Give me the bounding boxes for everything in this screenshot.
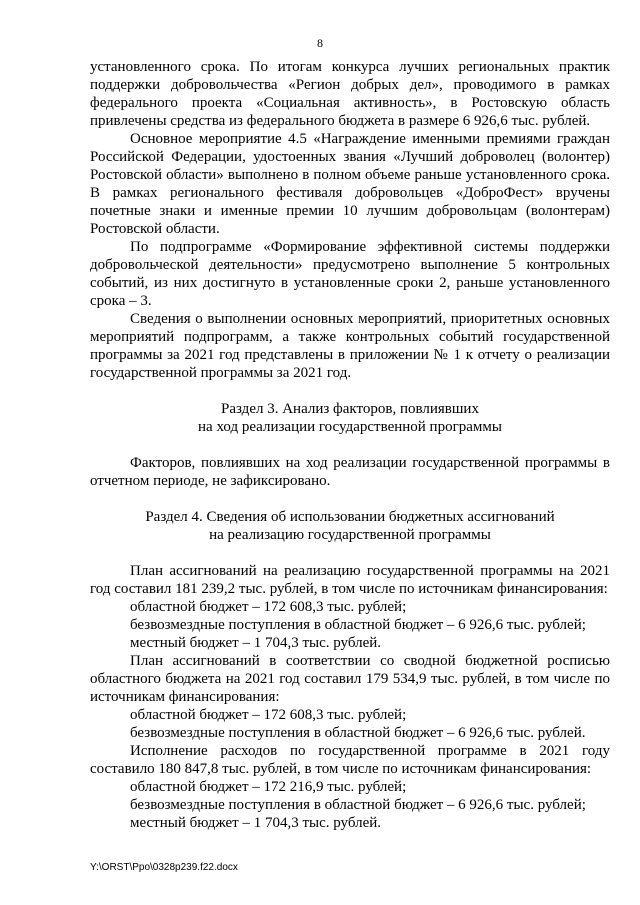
section-3-text: Факторов, повлиявших на ход реализации государственной программы в отчетном периоде, не зафиксировано. (90, 455, 610, 489)
execution-item-grants: безвозмездные поступления в областной бюджет – 6 926,6 тыс. рублей; (130, 797, 586, 813)
execution-item-regional: областной бюджет – 172 216,9 тыс. рублей; (130, 779, 407, 795)
page-number: 8 (317, 36, 323, 50)
budget-item-regional: областной бюджет – 172 608,3 тыс. рублей; (130, 707, 407, 723)
paragraph-regional-practices: установленного срока. По итогам конкурса лучших региональных практик поддержки добровольчества «Регион добрых дел», проводимого в рамках федерального проекта «Социальная активность», в Ростовскую область привлечены средства из федерального бюджета в размере 6 926,6 тыс. рублей. (90, 59, 610, 129)
file-path-footer: Y:\ORST\Ppo\0328p239.f22.docx (90, 862, 238, 873)
plan-intro: План ассигнований на реализацию государственной программы на 2021 год составил 181 239,2 тыс. рублей, в том числе по источникам финансирования: (90, 563, 610, 597)
section-4-heading-line-1: Раздел 4. Сведения об использовании бюджетных ассигнований (145, 509, 555, 525)
execution-intro: Исполнение расходов по государственной программе в 2021 году составило 180 847,8 тыс. рублей, в том числе по источникам финансирования: (90, 743, 610, 777)
plan-item-grants: безвозмездные поступления в областной бюджет – 6 926,6 тыс. рублей; (130, 617, 586, 633)
plan-item-regional: областной бюджет – 172 608,3 тыс. рублей; (130, 599, 407, 615)
paragraph-appendix-reference: Сведения о выполнении основных мероприятий, приоритетных основных мероприятий подпрограмм, а также контрольных событий государственной программы за 2021 год представлены в приложении № 1 к отчету о реализации государственной программы за 2021 год. (90, 311, 610, 381)
paragraph-event-4-5: Основное мероприятие 4.5 «Награждение именными премиями граждан Российской Федерации, удостоенных звания «Лучший доброволец (волонтер) Ростовской области» выполнено в полном объеме раньше установленного срока. В рамках регионального фестиваля добровольцев «ДоброФест» вручены почетные знаки и именные премии 10 лучшим добровольцам (волонтерам) Ростовской области. (90, 131, 610, 237)
plan-item-local: местный бюджет – 1 704,3 тыс. рублей. (130, 635, 382, 651)
execution-item-local: местный бюджет – 1 704,3 тыс. рублей. (130, 815, 382, 831)
paragraph-subprogram-events: По подпрограмме «Формирование эффективной системы поддержки добровольческой деятельности» предусмотрено выполнение 5 контрольных событий, из них достигнуто в установленные сроки 2, раньше установленного срока – 3. (90, 239, 610, 309)
section-3-heading-line-2: на ход реализации государственной программы (198, 419, 502, 435)
budget-item-grants: безвозмездные поступления в областной бюджет – 6 926,6 тыс. рублей. (130, 725, 586, 741)
budget-intro: План ассигнований в соответствии со сводной бюджетной росписью областного бюджета на 2021 год составил 179 534,9 тыс. рублей, в том числе по источникам финансирования: (90, 653, 610, 705)
section-3-heading-line-1: Раздел 3. Анализ факторов, повлиявших (221, 401, 479, 417)
document-body (90, 58, 610, 832)
section-4-heading-line-2: на реализацию государственной программы (209, 527, 491, 543)
